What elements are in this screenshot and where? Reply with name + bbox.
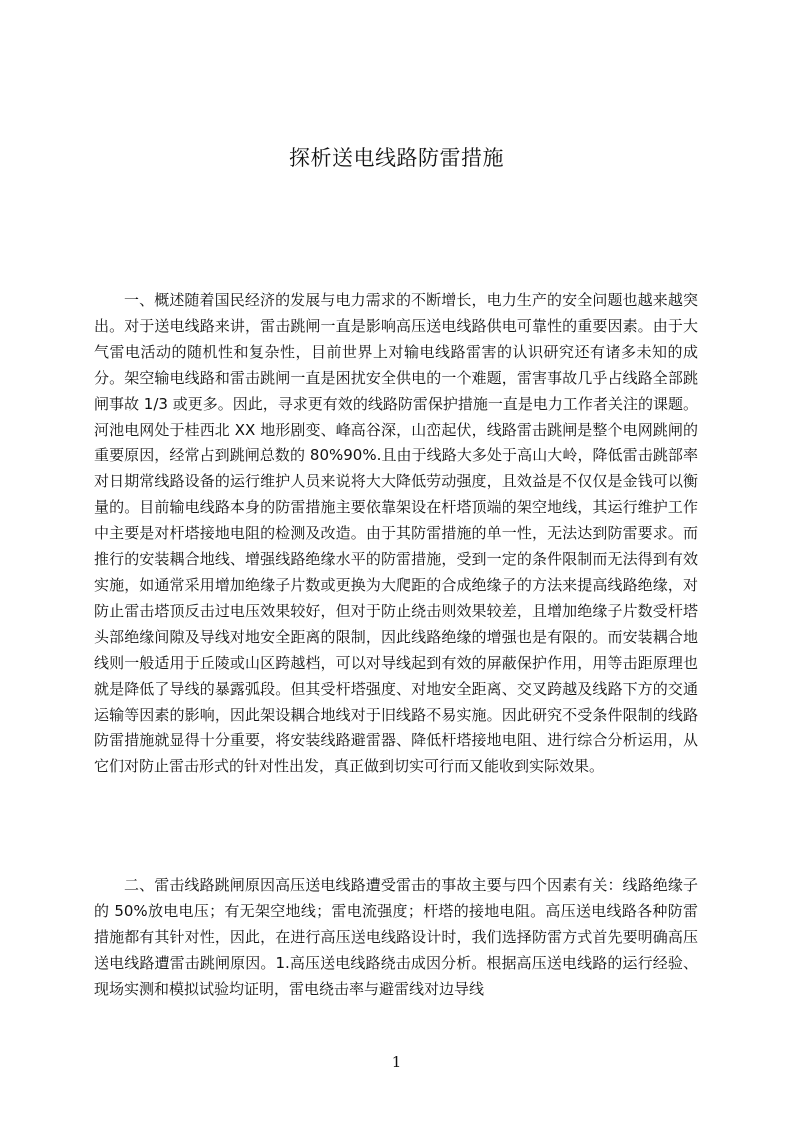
document-title: 探析送电线路防雷措施 xyxy=(289,146,504,170)
paragraph-causes: 二、雷击线路跳闸原因高压送电线路遭受雷击的事故主要与四个因素有关：线路绝缘子的 50%放电电压；有无架空地线；雷电流强度；杆塔的接地电阻。高压送电线路各种防雷措施都有其针对性，因此，在进行高压送电线路设计时，我们选择防雷方式首先要明确高压送电线路遭雷击跳闸原因。1.高压送电线路绕击成因分析。根据高压送电线路的运行经验、现场实测和模拟试验均证明，雷电绕击率与避雷线对边导线 xyxy=(94,876,698,998)
paragraph-overview: 一、概述随着国民经济的发展与电力需求的不断增长，电力生产的安全问题也越来越突出。对于送电线路来讲，雷击跳闸一直是影响高压送电线路供电可靠性的重要因素。由于大气雷电活动的随机性和复杂性，目前世界上对输电线路雷害的认识研究还有诸多未知的成分。架空输电线路和雷击跳闸一直是困扰安全供电的一个难题，雷害事故几乎占线路全部跳闸事故 1/3 或更多。因此，寻求更有效的线路防雷保护措施一直是电力工作者关注的课题。河池电网处于桂西北 XX 地形剧变、峰高谷深，山峦起伏，线路雷击跳闸是整个电网跳闸的重要原因，经常占到跳闸总数的 80%90%.且由于线路大多处于高山大岭，降低雷击跳部率对日期常线路设备的运行维护人员来说将大大降低劳动强度，且效益是不仅仅是金钱可以衡量的。目前输电线路本身的防雷措施主要依靠架设在杆塔顶端的架空地线，其运行维护工作中主要是对杆塔接地电阻的检测及改造。由于其防雷措施的单一性，无法达到防雷要求。而推行的安装耦合地线、增强线路绝缘水平的防雷措施，受到一定的条件限制而无法得到有效实施，如通常采用增加绝缘子片数或更换为大爬距的合成绝缘子的方法来提高线路绝缘，对防止雷击塔顶反击过电压效果较好，但对于防止绕击则效果较差，且增加绝缘子片数受杆塔头部绝缘间隙及导线对地安全距离的限制，因此线路绝缘的增强也是有限的。而安装耦合地线则一般适用于丘陵或山区跨越档，可以对导线起到有效的屏蔽保护作用，用等击距原理也就是降低了导线的暴露弧段。但其受杆塔强度、对地安全距离、交叉跨越及线路下方的交通运输等因素的影响，因此架设耦合地线对于旧线路不易实施。因此研究不受条件限制的线路防雷措施就显得十分重要，将安装线路避雷器、降低杆塔接地电阻、进行综合分析运用，从它们对防止雷击形式的针对性出发，真正做到切实可行而又能收到实际效果。 xyxy=(94,291,698,776)
page-number: 1 xyxy=(391,1053,402,1071)
